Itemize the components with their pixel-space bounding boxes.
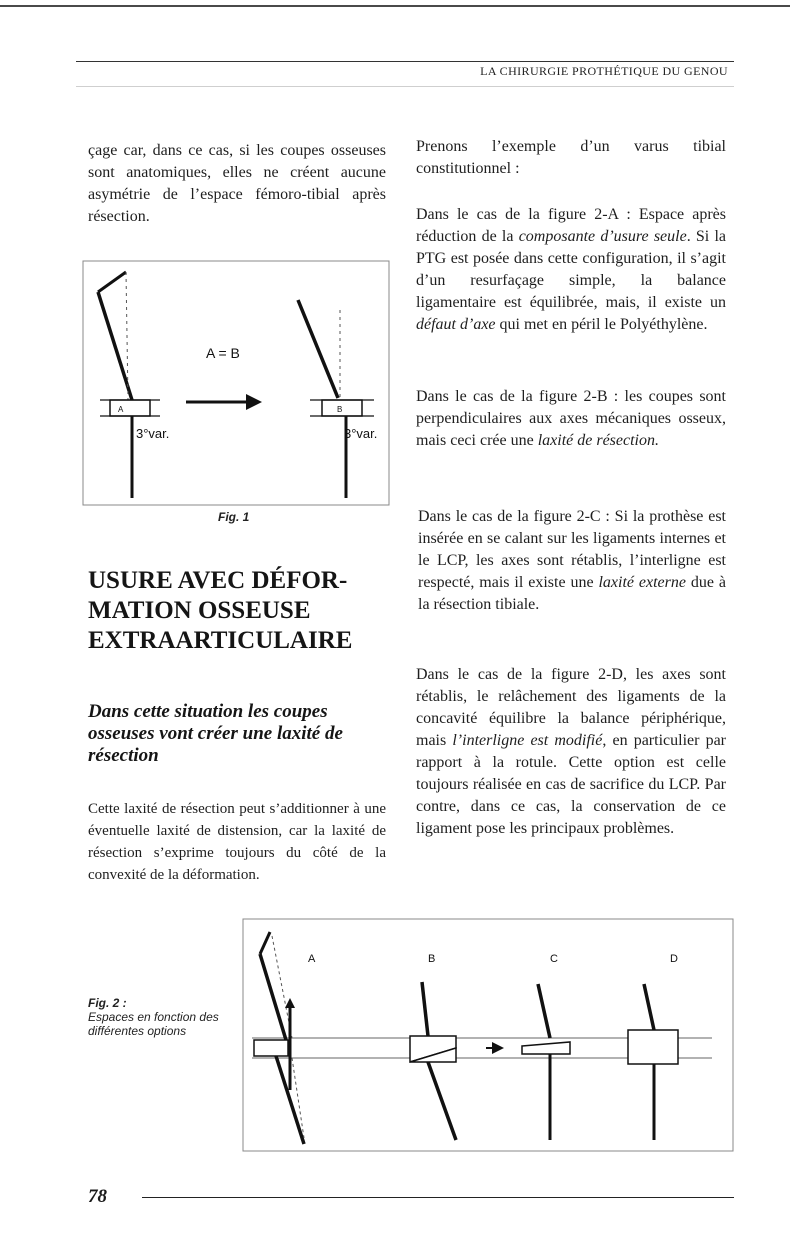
- fig2-b-femur: [422, 982, 428, 1036]
- page-number: 78: [88, 1186, 107, 1207]
- section-title: USURE AVEC DÉFOR-MATION OSSEUSE EXTRAARTICULAIRE: [88, 567, 353, 654]
- right-p4-text-b: due à la résection tibiale.: [418, 574, 727, 613]
- fig2-a-spacer: [254, 1040, 288, 1056]
- right-p5-text-b: , en particulier par rapport à la rotule. Cette option est celle toujours réalisée en cas de sacrifice du LCP. Par contre, dans ce cas, la conservation de ce ligament pose les principaux problèmes.: [416, 732, 726, 837]
- right-p4-text-a: Dans le cas de la figure 2-C : Si la prothèse est insérée en se calant sur les ligaments internes et le LCP, les axes sont rétablis, l’interligne est respecté, mais il existe une: [418, 508, 726, 591]
- right-p3-text-a: Dans le cas de la figure 2-B : les coupes sont perpendiculaires aux axes mécaniques osseux, mais ceci crée une: [416, 388, 726, 449]
- fig2-label-d: D: [670, 953, 678, 965]
- right-paragraph-2: [416, 204, 726, 336]
- fig1-arrow-head: [246, 394, 262, 410]
- left-paragraph-1: çage car, dans ce cas, si les coupes osseuses sont anatomiques, elles ne créent aucune asymétrie de l’espace fémoro-tibial après résection.: [88, 142, 386, 225]
- right-p3-emphasis: laxité de résection.: [537, 432, 659, 449]
- fig2-c-spacer: [522, 1042, 570, 1054]
- top-border-rule: [0, 5, 790, 7]
- fig2-a-femur-head: [260, 932, 270, 954]
- right-paragraph-5: [416, 664, 726, 840]
- fig2-d-femur: [644, 984, 654, 1030]
- fig1-label-b: B: [337, 405, 343, 414]
- right-paragraph-4: [418, 506, 726, 616]
- right-paragraph-1: Prenons l’exemple d’un varus tibial constitutionnel :: [416, 138, 726, 177]
- fig2-d-spacer: [628, 1030, 678, 1064]
- right-p2-text-b: . Si la PTG est posée dans cette configuration, il s’agit d’un resurfaçage simple, la balance ligamentaire est équilibrée, mais, il existe un: [416, 228, 727, 311]
- fig2-a-arrow-head: [285, 998, 295, 1008]
- right-p5-emphasis: l’interligne est modifié: [452, 732, 603, 749]
- fig2-b-tibia: [428, 1062, 456, 1140]
- right-p4-emphasis: laxité externe: [598, 574, 686, 591]
- fig2-label-a: A: [308, 953, 316, 965]
- running-head: LA CHIRURGIE PROTHÉTIQUE DU GENOU: [480, 64, 728, 78]
- femur-right: [298, 300, 338, 398]
- right-p5-text-a: Dans le cas de la figure 2-D, les axes sont rétablis, le relâchement des ligaments de la concavité équilibre la balance périphérique, mais: [416, 666, 726, 749]
- figure-2-caption-title: Fig. 2 :: [88, 996, 127, 1010]
- figure-1-frame: [83, 261, 389, 505]
- figure-2-caption: [88, 996, 238, 1038]
- section-subtitle: Dans cette situation les coupes osseuses vont créer une laxité de résection: [88, 701, 343, 766]
- fig1-var-left: 3°var.: [136, 426, 170, 441]
- fig1-var-right: 3°var.: [344, 426, 378, 441]
- figure-2-caption-text: Espaces en fonction des différentes options: [88, 1010, 219, 1038]
- header-rule: [76, 61, 734, 62]
- fig2-label-b: B: [428, 953, 436, 965]
- figure-2-diagram: [242, 918, 734, 1152]
- figure-1: [82, 260, 390, 506]
- right-p2-emphasis-1: composante d’usure seule: [518, 228, 687, 245]
- fig2-label-c: C: [550, 953, 558, 965]
- footer-rule: [142, 1197, 734, 1198]
- right-p2-text-a: Dans le cas de la figure 2-A : Espace après réduction de la: [416, 206, 726, 245]
- right-p2-emphasis-2: défaut d’axe: [416, 316, 496, 333]
- fig1-label-a: A: [118, 405, 124, 414]
- right-paragraph-3: [416, 386, 726, 452]
- fig2-c-femur: [538, 984, 550, 1038]
- figure-1-caption: Fig. 1: [218, 510, 250, 524]
- figure-2: [242, 918, 734, 1152]
- spacer-left: [110, 400, 150, 416]
- fig1-equation: A = B: [206, 345, 240, 361]
- figure-1-diagram: [82, 260, 390, 506]
- femur-head-left: [98, 272, 126, 292]
- fig2-a-femur: [260, 954, 286, 1040]
- right-p2-text-c: qui met en péril le Polyéthylène.: [495, 316, 708, 333]
- header-rule-secondary: [76, 86, 734, 87]
- left-paragraph-2: Cette laxité de résection peut s’additionner à une éventuelle laxité de distension, car la laxité de résection s’exprime toujours du côté de la convexité de la déformation.: [88, 801, 386, 883]
